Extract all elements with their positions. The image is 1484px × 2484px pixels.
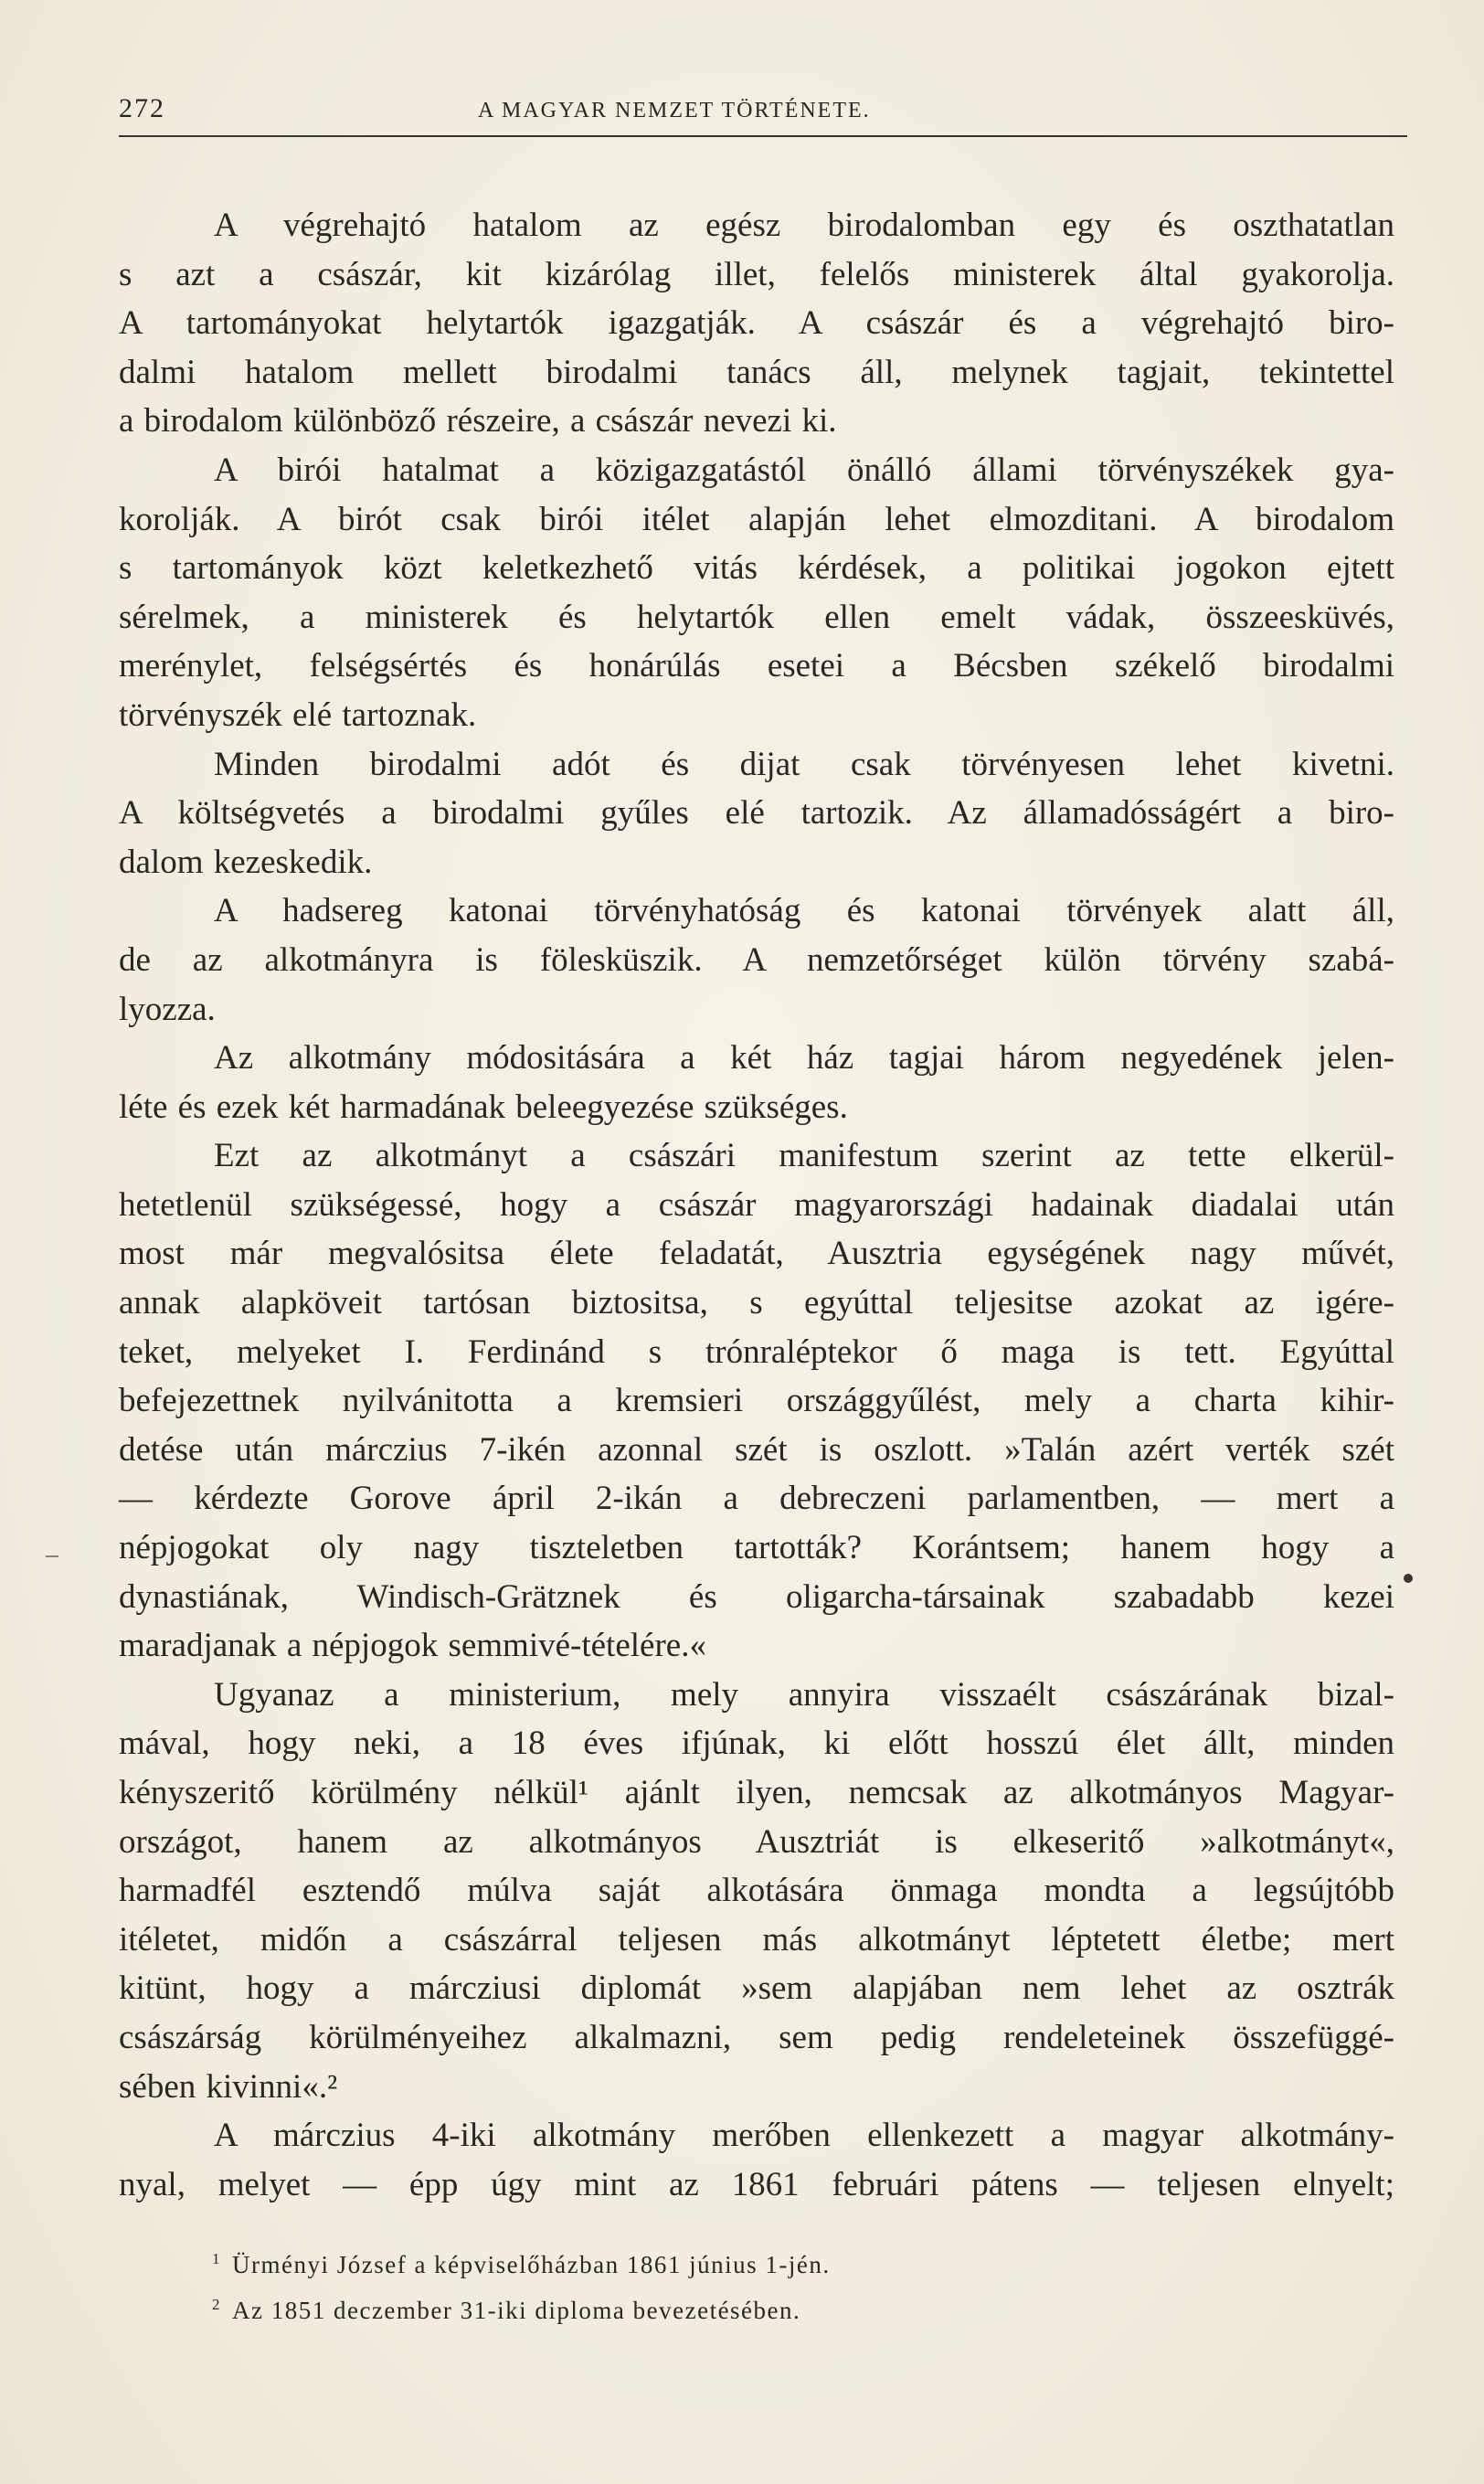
text-line: harmadfél esztendő múlva saját alkotására önmaga mondta a legsújtóbb [119, 1872, 1394, 1910]
text-line: de az alkotmányra is fölesküszik. A nemzetőrséget külön törvény szabá- [119, 940, 1394, 979]
page-number: 272 [119, 93, 165, 123]
text-line: itéletet, midőn a császárral teljesen más alkotmányt léptetett életbe; mert [119, 1920, 1394, 1959]
footnotes [212, 2239, 1309, 2330]
footnote-text: Az 1851 deczember 31-iki diploma bevezetésében. [232, 2297, 801, 2324]
text-line: annak alapköveit tartósan biztositsa, s egyúttal teljesitse azokat az igére- [119, 1284, 1394, 1322]
text-line: mával, hogy neki, a 18 éves ifjúnak, ki előtt hosszú élet állt, minden [119, 1725, 1394, 1763]
text-line: A tartományokat helytartók igazgatják. A császár és a végrehajtó biro- [119, 304, 1394, 343]
footnote-text: Ürményi József a képviselőházban 1861 június 1-jén. [232, 2251, 831, 2278]
text-line: A költségvetés a birodalmi gyűles elé tartozik. Az államadósságért a biro- [119, 794, 1394, 833]
text-line: kényszeritő körülmény nélkül¹ ajánlt ilyen, nemcsak az alkotmányos Magyar- [119, 1774, 1394, 1811]
text-line: lyozza. [119, 990, 216, 1028]
text-line: a birodalom különböző részeire, a császár nevezi ki. [119, 402, 837, 441]
text-line: dynastiának, Windisch-Grätznek és oligarcha-társainak szabadabb kezei [119, 1577, 1394, 1616]
text-line: nyal, melyet — épp úgy mint az 1861 februári pátens — teljesen elnyelt; [119, 2165, 1394, 2203]
text-line: törvényszék elé tartoznak. [119, 695, 477, 734]
text-line: s azt a császár, kit kizárólag illet, felelős ministerek által gyakorolja. [119, 255, 1394, 293]
text-line: befejezettnek nyilvánitotta a kremsieri országgyűlést, mely a charta kihir- [119, 1382, 1394, 1420]
text-line: most már megvalósitsa élete feladatát, Ausztria egységének nagy művét, [119, 1235, 1394, 1273]
text-line: léte és ezek két harmadának beleegyezése szükséges. [119, 1088, 848, 1126]
text-line: Minden birodalmi adót és dijat csak törvényesen lehet kivetni. [214, 745, 1394, 783]
text-line: teket, melyeket I. Ferdinánd s trónraléptekor ő maga is tett. Egyúttal [119, 1332, 1394, 1371]
running-head: A MAGYAR NEMZET TÖRTÉNETE. [478, 99, 871, 122]
footnote-mark: 1 [212, 2250, 221, 2267]
text-line: Az alkotmány módositására a két ház tagjai három negyedének jelen- [214, 1039, 1394, 1077]
text-line: hetetlenül szükségessé, hogy a császár magyarországi hadainak diadalai után [119, 1185, 1394, 1224]
text-line: — kérdezte Gorove ápril 2-ikán a debreczeni parlamentben, — mert a [119, 1480, 1394, 1518]
text-line: detése után márczius 7-ikén azonnal szét is oszlott. »Talán azért verték szét [119, 1430, 1394, 1469]
text-line: Ugyanaz a ministerium, mely annyira visszaélt császárának bizal- [214, 1675, 1394, 1714]
text-line: maradjanak a népjogok semmivé-tételére.« [119, 1627, 706, 1665]
text-line: császárság körülményeihez alkalmazni, sem pedig rendeleteinek összefüggé- [119, 2018, 1394, 2056]
page-header [119, 88, 1407, 137]
text-line: korolják. A birót csak birói itélet alapján lehet elmozditani. A birodalom [119, 500, 1394, 538]
text-line: merénylet, felségsértés és honárúlás esetei a Bécsben székelő birodalmi [119, 647, 1394, 685]
footnote [212, 2285, 1309, 2330]
text-line: A hadsereg katonai törvényhatóság és katonai törvények alatt áll, [214, 892, 1394, 930]
text-line: dalom kezeskedik. [119, 843, 373, 881]
text-line: kitünt, hogy a márcziusi diplomát »sem alapjában nem lehet az osztrák [119, 1969, 1394, 2008]
print-bleed-dot [1404, 1574, 1413, 1583]
footnote-mark: 2 [212, 2296, 221, 2313]
text-line: s tartományok közt keletkezhető vitás kérdések, a politikai jogokon ejtett [119, 549, 1394, 588]
body-text [119, 201, 1394, 2209]
text-line: dalmi hatalom mellett birodalmi tanács áll, melynek tagjait, tekintettel [119, 353, 1394, 391]
text-line: országot, hanem az alkotmányos Ausztriát is elkeseritő »alkotmányt«, [119, 1822, 1394, 1861]
text-line: A végrehajtó hatalom az egész birodalomban egy és oszthatatlan [214, 207, 1394, 244]
text-line: sérelmek, a ministerek és helytartók ellen emelt vádak, összeesküvés, [119, 598, 1394, 636]
paper-speck [46, 1555, 58, 1557]
text-line: népjogokat oly nagy tiszteletben tartották? Korántsem; hanem hogy a [119, 1529, 1394, 1567]
text-line: A birói hatalmat a közigazgatástól önálló állami törvényszékek gya- [214, 451, 1394, 489]
text-line: sében kivinni«.² [119, 2067, 338, 2106]
text-line: A márczius 4-iki alkotmány merőben ellenkezett a magyar alkotmány- [214, 2117, 1394, 2155]
text-line: Ezt az alkotmányt a császári manifestum szerint az tette elkerül- [214, 1137, 1394, 1175]
footnote [212, 2239, 1309, 2285]
